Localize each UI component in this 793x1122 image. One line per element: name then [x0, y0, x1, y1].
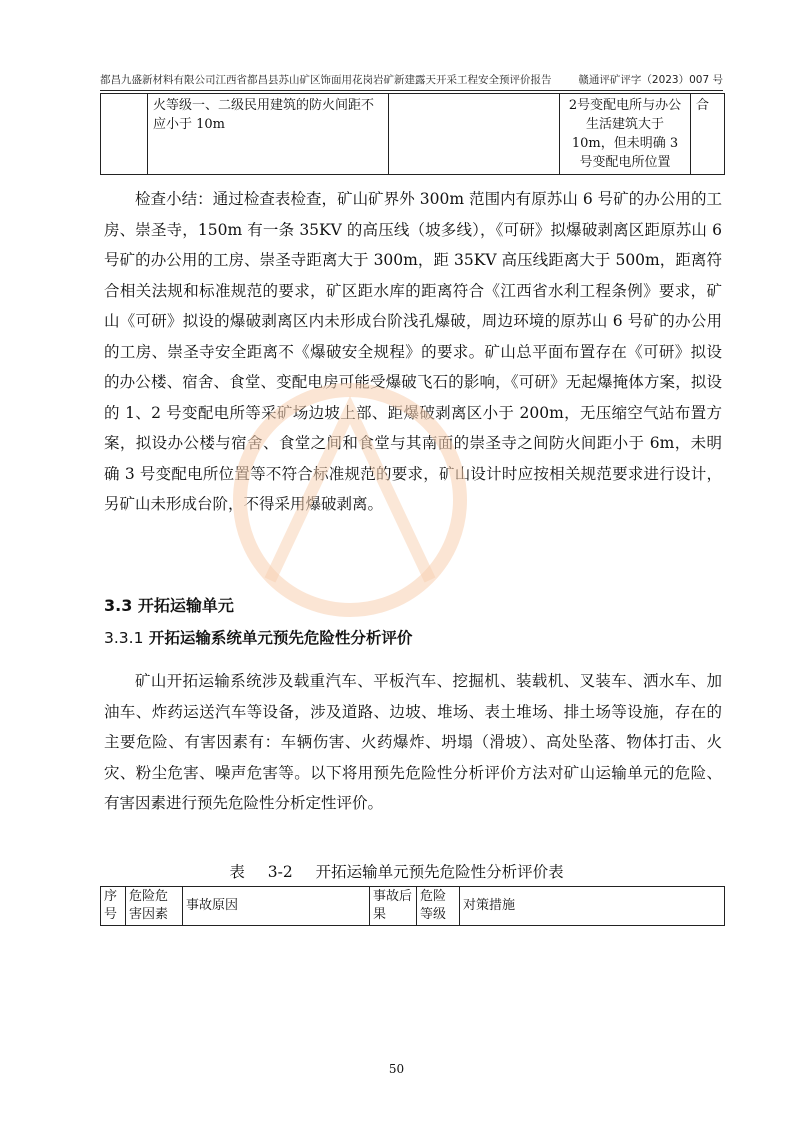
table-caption	[0, 860, 793, 882]
table-cell-empty	[101, 94, 148, 175]
transport-system-paragraph: 矿山开拓运输系统涉及载重汽车、平板汽车、挖掘机、装载机、叉装车、洒水车、加油车、炸药运送汽车等设备，涉及道路、边坡、堆场、表土堆场、排土场等设施，存在的主要危险、有害因素有：车辆伤害、火药爆炸、坍塌（滑坡）、高处坠落、物体打击、火灾、粉尘危害、噪声危害等。以下将用预先危险性分析评价方法对矿山运输单元的危险、有害因素进行预先危险性分析定性评价。	[104, 672, 722, 812]
page-number: 50	[388, 1062, 405, 1076]
header-cell-cause: 事故原因	[183, 887, 370, 926]
subsection-number: 3.3.1	[104, 629, 144, 647]
checklist-table-continued	[100, 93, 725, 175]
header-cell-level: 危险等级	[417, 887, 460, 926]
table-cell-result: 合	[691, 94, 725, 175]
subsection-title: 开拓运输系统单元预先危险性分析评价	[148, 629, 413, 647]
header-rule	[100, 90, 723, 91]
table-header-row	[101, 887, 725, 926]
table-cell-remark: 2号变配电所与办公生活建筑大于 10m，但未明确 3 号变配电所位置	[560, 94, 691, 175]
table-cell-empty	[389, 94, 560, 175]
inspection-summary-paragraph: 检查小结：通过检查表检查，矿山矿界外 300m 范围内有原苏山 6 号矿的办公用的工房、崇圣寺，150m 有一条 35KV 的高压线（坡多线），《可研》拟爆破剥离区距原苏山 6 号矿的办公用的工房、崇圣寺距离大于 300m，距 35KV 高压线距离大于 500m，距离符合相关法规和标准规范的要求，矿区距水库的距离符合《江西省水利工程条例》要求，矿山《可研》拟设的爆破剥离区内未形成台阶浅孔爆破，周边环境的原苏山 6 号矿的办公用的工房、崇圣寺安全距离不《爆破安全规程》的要求。矿山总平面布置存在《可研》拟设的办公楼、宿舍、食堂、变配电房可能受爆破飞石的影响，《可研》无起爆掩体方案，拟设的 1、2 号变配电所等采矿场边坡上部、距爆破剥离区小于 200m，无压缩空气站布置方案，拟设办公楼与宿舍、食堂之间和食堂与其南面的崇圣寺之间防火间距小于 6m，未明确 3 号变配电所位置等不符合标准规范的要求，矿山设计时应按相关规范要求进行设计，另矿山未形成台阶，不得采用爆破剥离。	[104, 190, 722, 513]
table-caption-number: 表 3-2	[229, 863, 293, 881]
page-header	[100, 72, 723, 87]
header-cell-measures: 对策措施	[460, 887, 725, 926]
table-cell-content: 火等级一、二级民用建筑的防火间距不应小于 10m	[148, 94, 389, 175]
section-heading: 3.3 开拓运输单元	[104, 596, 234, 615]
header-title: 都昌九盛新材料有限公司江西省都昌县苏山矿区饰面用花岗岩矿新建露天开采工程安全预评价报告	[100, 74, 552, 86]
table-caption-title: 开拓运输单元预先危险性分析评价表	[315, 863, 564, 881]
hazard-analysis-table	[100, 886, 725, 926]
header-cell-hazard: 危险危害因素	[126, 887, 183, 926]
subsection-heading	[104, 626, 412, 648]
header-cell-consequence: 事故后果	[370, 887, 417, 926]
header-doc-number: 赣通评矿评字（2023）007 号	[578, 74, 723, 86]
header-cell-serial: 序号	[101, 887, 126, 926]
table-row	[101, 94, 725, 175]
